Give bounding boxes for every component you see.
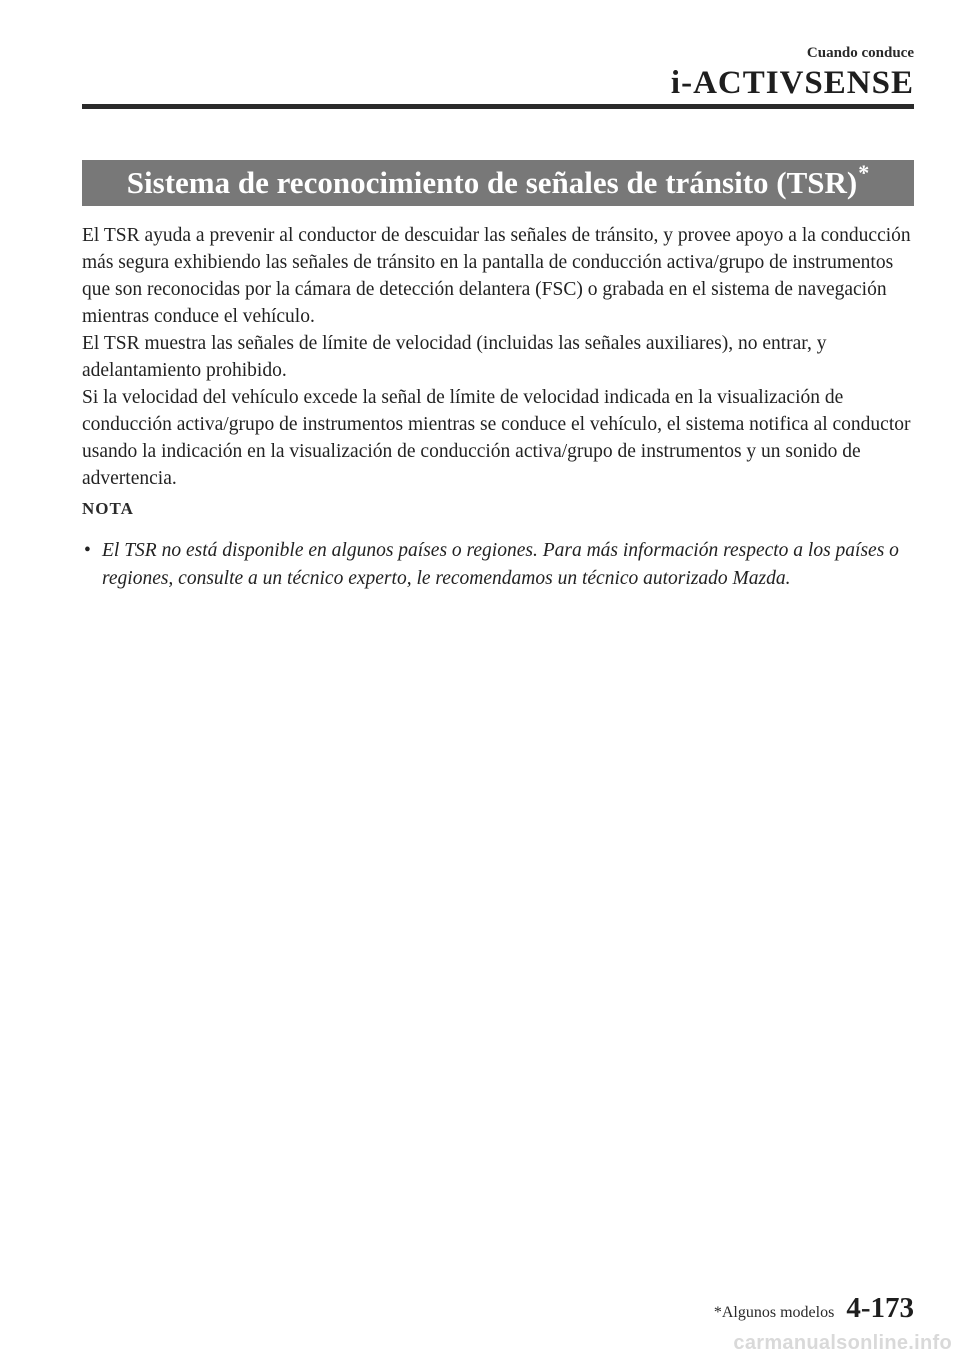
- note-item: [82, 537, 916, 593]
- section-title: i-ACTIVSENSE: [670, 65, 914, 101]
- chapter-title: Cuando conduce: [806, 45, 914, 61]
- page-footer: [714, 1292, 914, 1325]
- watermark: carmanualsonline.info: [733, 1332, 952, 1354]
- paragraph: Si la velocidad del vehículo excede la señal de límite de velocidad indicada en la visualización de conducción activa/grupo de instrumentos mientras se conduce el vehículo, el sistema notifica al conductor usando la indicación en la visualización de conducción activa/grupo de instrumentos y un sonido de advertencia.: [82, 387, 911, 489]
- header-divider: [82, 104, 914, 109]
- footnote: *Algunos modelos: [713, 1304, 835, 1321]
- note-label: NOTA: [82, 499, 134, 518]
- body-text: [82, 222, 916, 492]
- heading-asterisk: *: [858, 160, 870, 185]
- note-text: El TSR no está disponible en algunos países o regiones. Para más información respecto a los países o regiones, consulte a un técnico experto, le recomendamos un técnico autorizado Mazda.: [102, 540, 899, 589]
- bullet-icon: •: [84, 540, 91, 561]
- paragraph: El TSR ayuda a prevenir al conductor de descuidar las señales de tránsito, y provee apoyo a la conducción más segura exhibiendo las señales de tránsito en la pantalla de conducción activa/grupo de instrumentos que son reconocidas por la cámara de detección delantera (FSC) o grabada en el sistema de navegación mientras conduce el vehículo.: [82, 225, 911, 327]
- page-number: 4-173: [846, 1292, 914, 1324]
- section-heading-bar: [82, 160, 914, 206]
- page-header: [671, 44, 914, 102]
- section-heading: Sistema de reconocimiento de señales de tránsito (TSR): [126, 165, 858, 200]
- paragraph: El TSR muestra las señales de límite de velocidad (incluidas las señales auxiliares), no entrar, y adelantamiento prohibido.: [82, 333, 827, 381]
